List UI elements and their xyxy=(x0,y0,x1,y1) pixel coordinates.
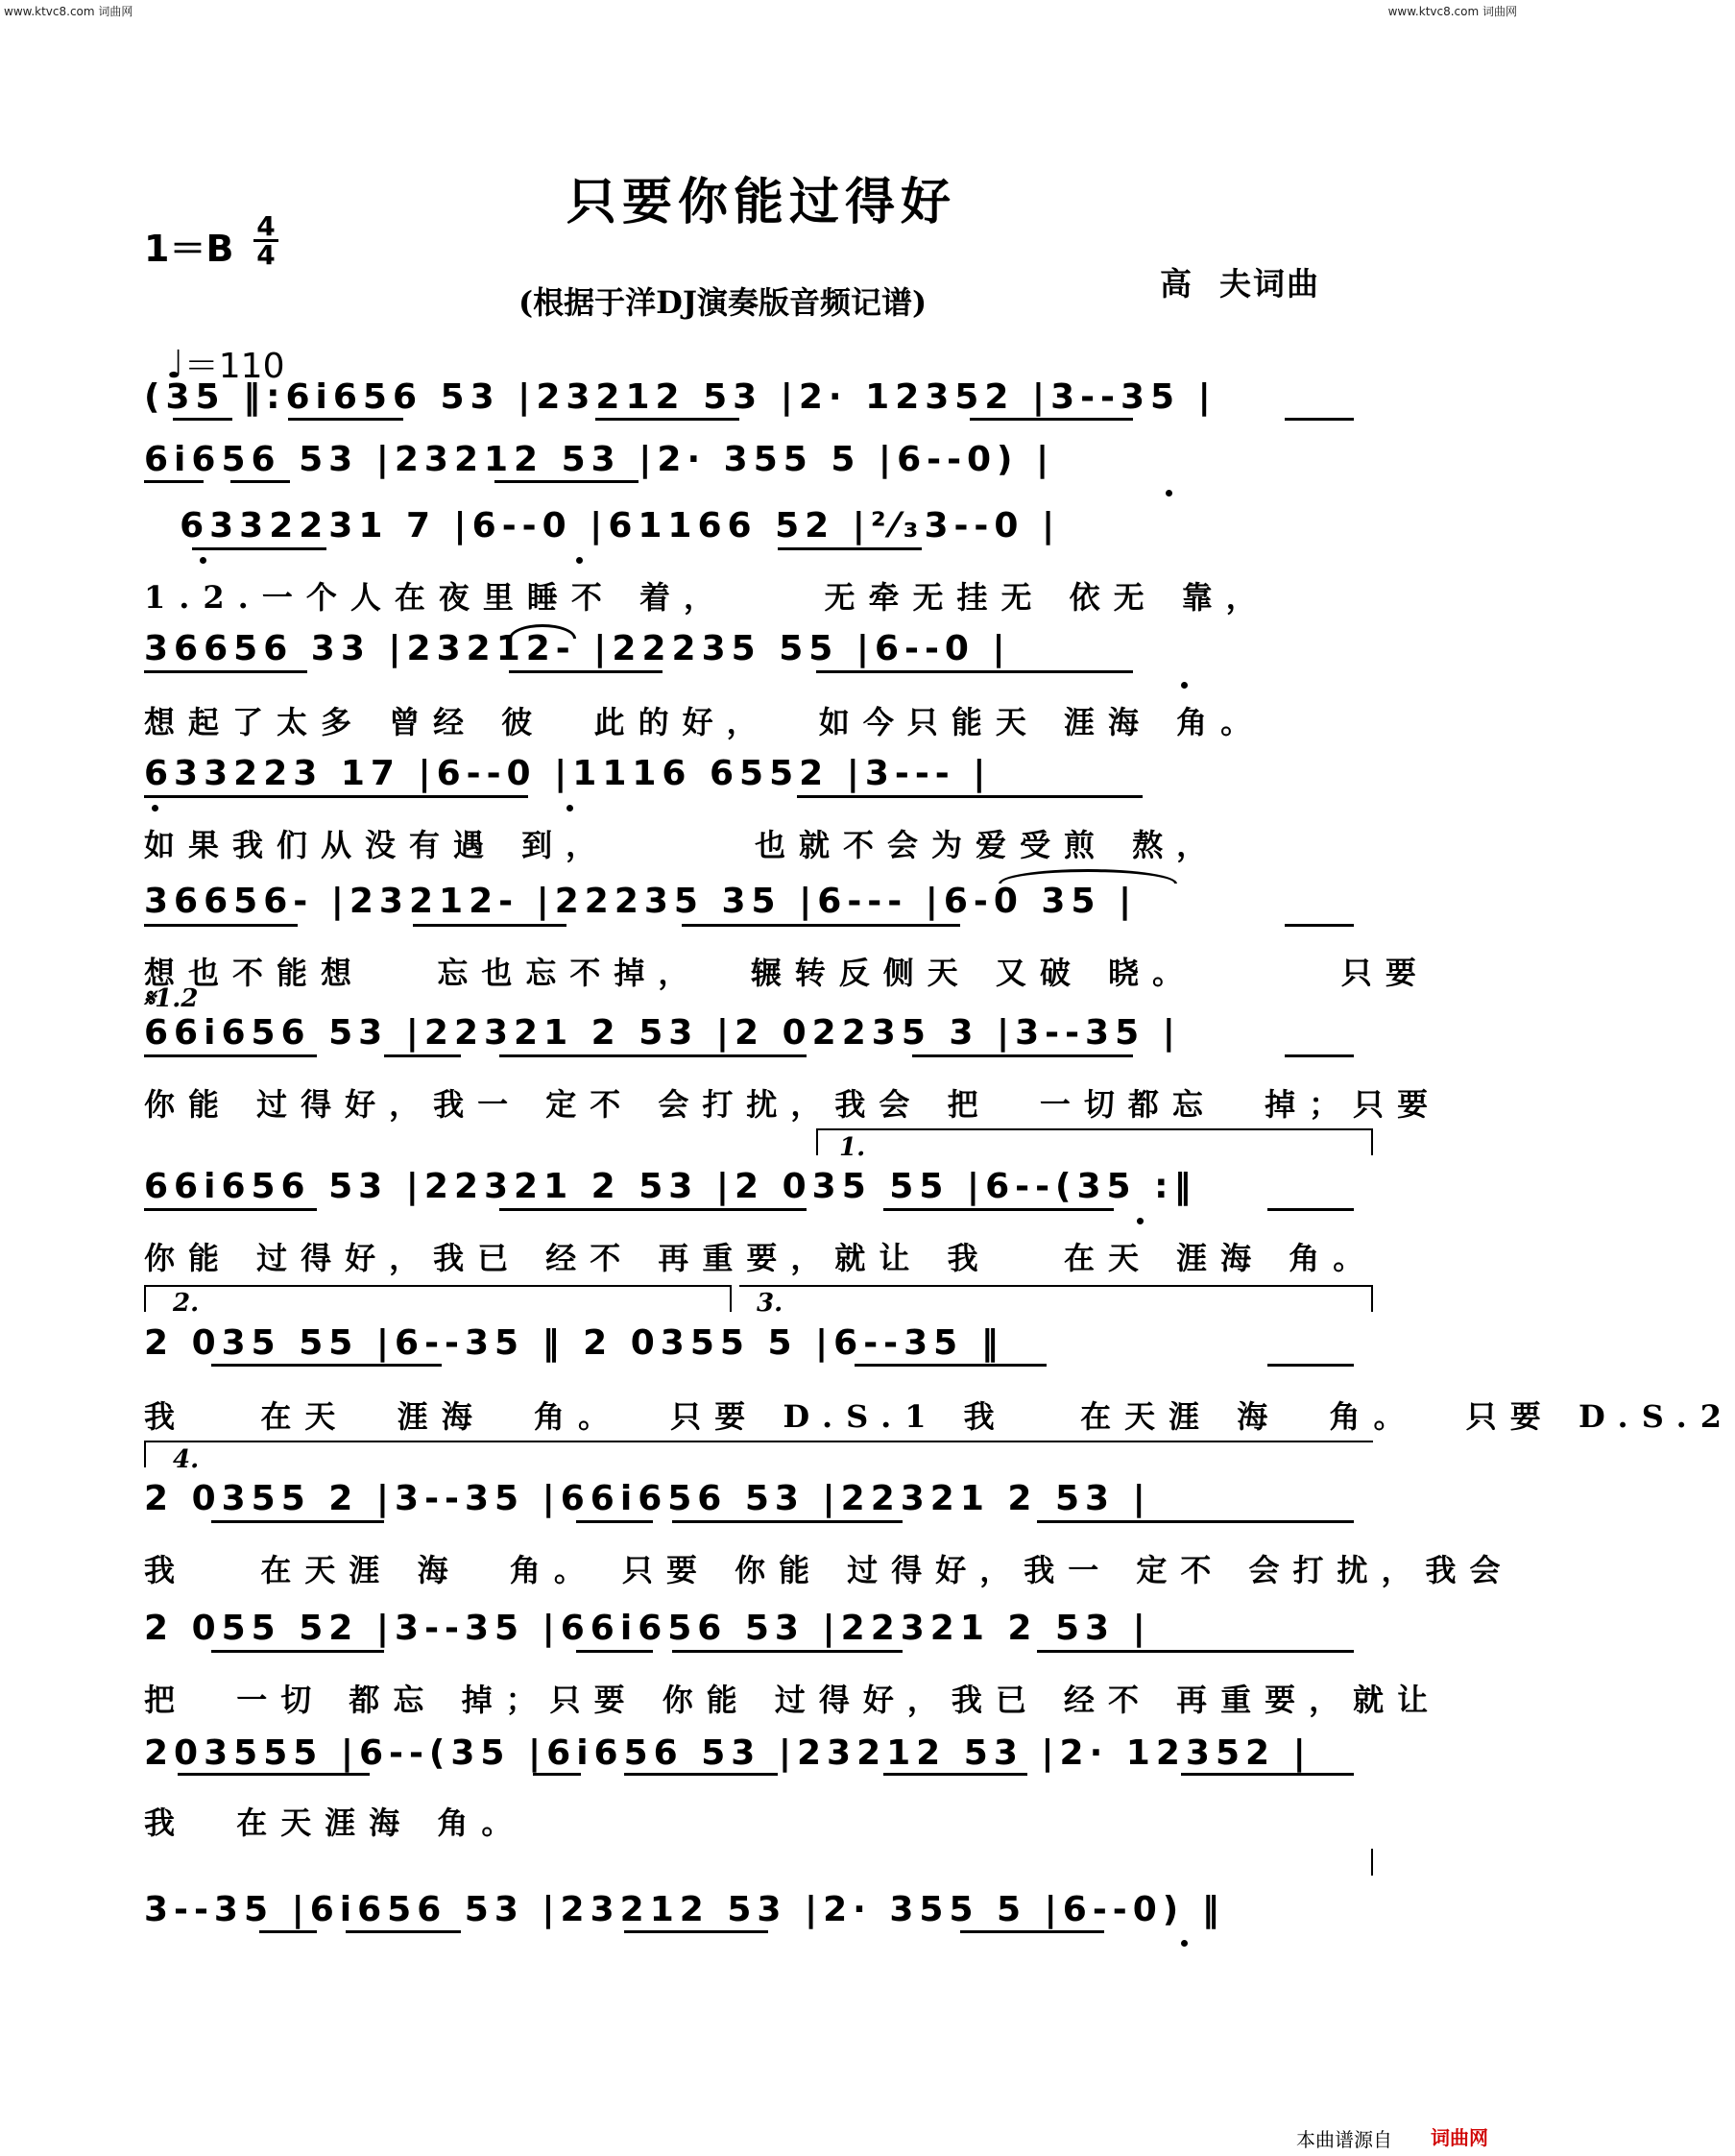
beam xyxy=(1267,1364,1354,1367)
lyrics-row-8: 你能 过得好，我已 经不 再重要，就让 我 在天 涯海 角。 xyxy=(144,1240,1378,1276)
beam xyxy=(413,924,566,927)
volta-2-bracket xyxy=(144,1285,732,1287)
music-row-13: 3--35 |6i656 53 |23212 53 |2· 355 5 |6--0) ‖ xyxy=(144,1890,1225,1929)
volta-bracket-edge xyxy=(144,1285,146,1312)
lyrics-row-6: 想也不能想 忘也忘不掉， 辗转反侧天 又破 晓。 只要 xyxy=(144,955,1430,991)
beam xyxy=(533,1773,581,1776)
beam xyxy=(1285,924,1354,927)
lyrics-row-11: 把 一切 都忘 掉；只要 你能 过得好，我已 经不 再重要，就让 xyxy=(144,1682,1442,1718)
music-row-7: 66i656 53 |22321 2 53 |2 02235 3 |3--35 | xyxy=(144,1013,1181,1053)
beam xyxy=(178,1773,370,1776)
beam xyxy=(509,670,663,673)
beam xyxy=(1267,1208,1354,1211)
footer-source: 本曲谱源自 xyxy=(1296,2128,1392,2151)
watermark-right: www.ktvc8.com 词曲网 xyxy=(1387,5,1517,18)
beam xyxy=(144,924,298,927)
volta-bracket-edge xyxy=(1371,1849,1373,1876)
beam xyxy=(672,1520,903,1523)
volta-bracket-edge xyxy=(816,1128,818,1155)
beam xyxy=(797,795,1143,798)
beam xyxy=(855,1364,1047,1367)
beam xyxy=(960,1930,1104,1933)
music-row-2: 6i656 53 |23212 53 |2· 355 5 |6--0) | xyxy=(144,440,1055,479)
tie xyxy=(999,869,1177,884)
beam xyxy=(624,1773,778,1776)
music-row-1: (35 ‖:6i656 53 |23212 53 |2· 12352 |3--35 | xyxy=(144,377,1217,417)
beam xyxy=(1181,1773,1354,1776)
lyrics-row-9: 我 在天 涯海 角。 只要 D.S.1 我 在天涯 海 角。 只要 D.S.2 xyxy=(144,1398,1735,1435)
volta-4-label: 4. xyxy=(173,1445,200,1474)
beam xyxy=(144,480,204,483)
footer-logo: 词曲网 xyxy=(1431,2126,1488,2149)
beam xyxy=(1285,418,1354,421)
lyrics-row-12: 我 在天涯海 角。 xyxy=(144,1805,526,1841)
volta-3-bracket xyxy=(739,1285,1373,1287)
music-row-10: 2 0355 2 |3--35 |66i656 53 |22321 2 53 | xyxy=(144,1479,1151,1518)
beam xyxy=(230,480,290,483)
music-row-12: 203555 |6--(35 |6i656 53 |23212 53 |2· 12352 | xyxy=(144,1733,1312,1773)
song-title: 只要你能过得好 xyxy=(566,173,956,231)
volta-bracket-edge xyxy=(144,1441,146,1467)
quarter-note-icon: ♩ xyxy=(165,343,184,387)
lyrics-row-7: 你能 过得好，我一 定不 会打扰，我会 把 一切都忘 掉；只要 xyxy=(144,1086,1442,1123)
lyrics-row-3: 1.2.一个人在夜里睡不 着， 无牵无挂无 依无 靠， xyxy=(144,579,1270,616)
beam xyxy=(499,1208,807,1211)
beam xyxy=(576,1520,653,1523)
lyrics-row-10: 我 在天涯 海 角。 只要 你能 过得好，我一 定不 会打扰，我会 xyxy=(144,1552,1514,1588)
time-signature-top: 4 xyxy=(256,210,276,242)
beam xyxy=(624,1930,768,1933)
beam xyxy=(816,670,1133,673)
lower-octave-dot xyxy=(1137,1218,1144,1224)
watermark-left: www.ktvc8.com 词曲网 xyxy=(4,5,133,18)
beam xyxy=(912,1054,1133,1057)
beam xyxy=(682,924,960,927)
beam xyxy=(211,1364,442,1367)
music-row-6: 36656- |23212- |22235 35 |6--- |6-0 35 | xyxy=(144,882,1138,921)
lower-octave-dot xyxy=(566,805,573,812)
beam xyxy=(970,418,1133,421)
volta-1-label: 1. xyxy=(839,1133,866,1162)
beam xyxy=(1037,1650,1354,1653)
volta-3-label: 3. xyxy=(757,1289,783,1318)
beam xyxy=(346,1930,461,1933)
beam xyxy=(499,1054,807,1057)
lyrics-row-4: 想起了太多 曾经 彼 此的好， 如今只能天 涯海 角。 xyxy=(144,704,1265,740)
beam xyxy=(144,1208,317,1211)
lower-octave-dot xyxy=(200,557,206,564)
beam xyxy=(384,1054,461,1057)
beam xyxy=(494,480,639,483)
music-row-3: 6332231 7 |6--0 |61166 52 |²⁄₃3--0 | xyxy=(144,506,1061,545)
lower-octave-dot xyxy=(576,557,583,564)
music-row-4: 36656 33 |23212- |22235 55 |6--0 | xyxy=(144,629,1011,668)
beam xyxy=(144,795,528,798)
time-signature-bottom: 4 xyxy=(256,239,276,271)
tie xyxy=(509,624,576,639)
beam xyxy=(173,418,232,421)
beam xyxy=(259,1930,317,1933)
volta-1-bracket xyxy=(816,1128,1373,1130)
beam xyxy=(211,1650,384,1653)
music-row-5: 633223 17 |6--0 |1116 6552 |3--- | xyxy=(144,754,992,793)
beam xyxy=(883,1773,1027,1776)
lower-octave-dot xyxy=(1166,490,1172,497)
beam xyxy=(1285,1054,1354,1057)
lower-octave-dot xyxy=(1181,682,1188,689)
volta-2-label: 2. xyxy=(173,1289,200,1318)
volta-bracket-edge xyxy=(730,1285,732,1312)
lyrics-row-5: 如果我们从没有遇 到， 也就不会为爱受煎 熬， xyxy=(144,827,1221,863)
music-row-8: 66i656 53 |22321 2 53 |2 035 55 |6--(35 :‖ xyxy=(144,1167,1197,1206)
tempo-marking xyxy=(144,300,284,388)
key-signature: 1＝B xyxy=(144,228,234,270)
segno-label: 𝄋1.2 xyxy=(144,984,199,1013)
time-signature xyxy=(252,210,280,271)
volta-bracket-edge xyxy=(1371,1128,1373,1155)
beam xyxy=(778,547,922,550)
beam xyxy=(211,1520,384,1523)
beam xyxy=(192,547,326,550)
beam xyxy=(883,1208,1114,1211)
beam xyxy=(1037,1520,1354,1523)
beam xyxy=(672,1650,903,1653)
volta-4-bracket xyxy=(144,1441,1373,1442)
beam xyxy=(576,1650,653,1653)
volta-bracket-edge xyxy=(1371,1285,1373,1312)
beam xyxy=(144,1054,317,1057)
author-credit: 高 夫词曲 xyxy=(1160,265,1320,303)
beam xyxy=(595,418,739,421)
lower-octave-dot xyxy=(1181,1940,1188,1947)
beam xyxy=(144,670,307,673)
beam xyxy=(288,418,403,421)
music-row-9: 2 035 55 |6--35 ‖ 2 0355 5 |6--35 ‖ xyxy=(144,1323,1004,1363)
lower-octave-dot xyxy=(152,805,158,812)
subtitle: (根据于洋DJ演奏版音频记谱) xyxy=(518,284,928,321)
music-row-11: 2 055 52 |3--35 |66i656 53 |22321 2 53 | xyxy=(144,1609,1151,1648)
tempo-value: ＝110 xyxy=(183,347,285,386)
